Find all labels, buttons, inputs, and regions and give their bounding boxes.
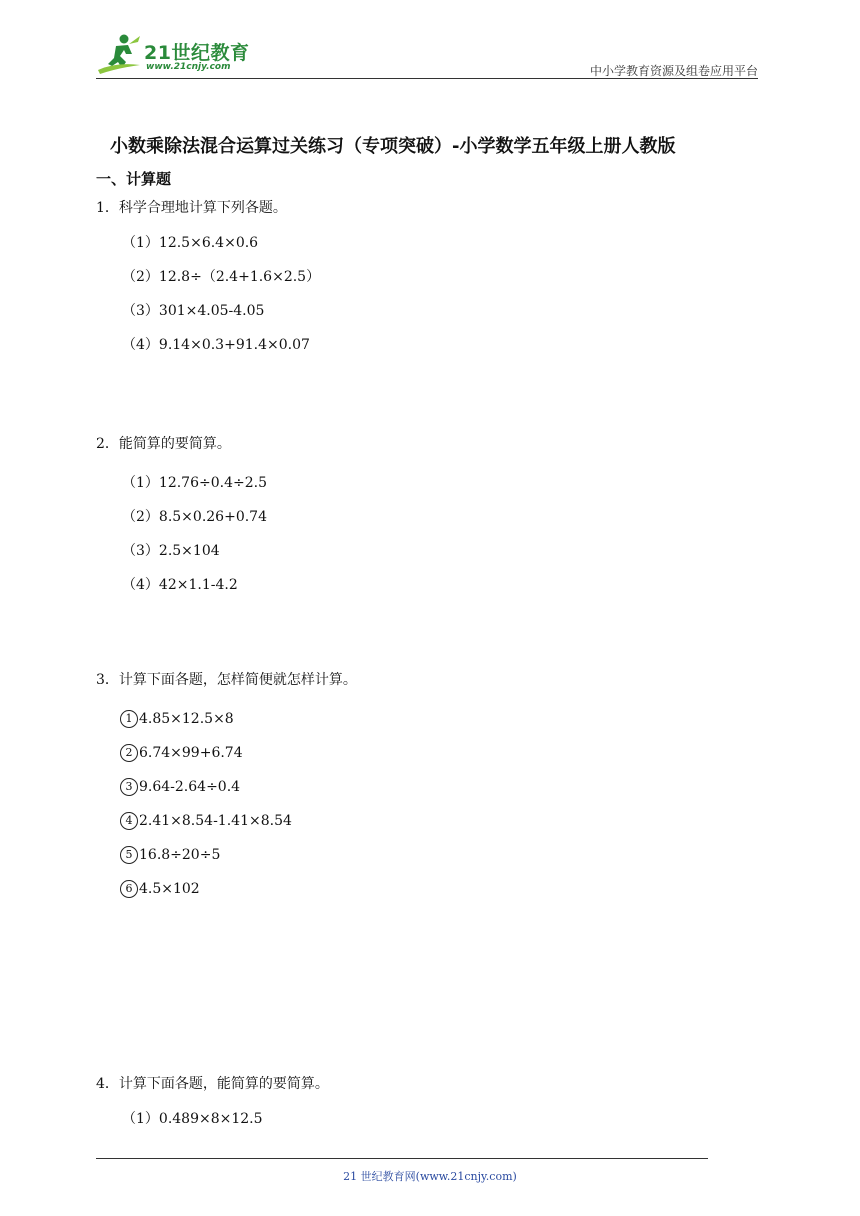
document-title: 小数乘除法混合运算过关练习（专项突破）-小学数学五年级上册人教版 xyxy=(110,136,676,157)
section-heading: 一、计算题 xyxy=(96,170,172,188)
problem-number: （4） xyxy=(122,337,159,353)
problem-number: （4） xyxy=(122,577,159,593)
problem-item xyxy=(122,466,756,500)
problem-item xyxy=(122,568,756,602)
header-divider xyxy=(96,78,758,79)
page-header xyxy=(96,32,758,78)
problem-item xyxy=(122,226,756,260)
problem-number: （3） xyxy=(122,543,159,559)
problem-item xyxy=(122,328,756,362)
problem-list xyxy=(96,702,756,906)
problem-list xyxy=(96,466,756,602)
circled-number: 4 xyxy=(120,812,138,830)
problem-expression: 301×4.05-4.05 xyxy=(158,303,265,319)
problem-expression: 12.8÷（2.4+1.6×2.5） xyxy=(158,269,321,285)
problem-item xyxy=(122,294,756,328)
circled-number: 2 xyxy=(120,744,138,762)
problem-number: （1） xyxy=(122,475,159,491)
footer-divider xyxy=(96,1158,708,1159)
circled-number: 1 xyxy=(120,710,138,728)
problem-number: （1） xyxy=(122,235,159,251)
question-prompt: 2．能简算的要简算。 xyxy=(96,436,231,452)
problem-expression: 6.74×99+6.74 xyxy=(139,745,243,761)
problem-item xyxy=(120,736,756,770)
problem-item xyxy=(120,702,756,736)
runner-logo-icon xyxy=(96,32,142,76)
question-2 xyxy=(96,432,756,602)
problem-item xyxy=(120,770,756,804)
problem-expression: 12.5×6.4×0.6 xyxy=(158,235,259,251)
question-prompt: 3．计算下面各题，怎样简便就怎样计算。 xyxy=(96,672,357,688)
problem-expression: 0.489×8×12.5 xyxy=(158,1111,263,1127)
question-3 xyxy=(96,668,756,906)
problem-item xyxy=(120,804,756,838)
problem-item xyxy=(122,500,756,534)
problem-number: （1） xyxy=(122,1111,159,1127)
problem-number: （3） xyxy=(122,303,159,319)
problem-item xyxy=(122,260,756,294)
problem-list xyxy=(96,226,756,362)
problem-number: （2） xyxy=(122,509,159,525)
circled-number: 3 xyxy=(120,778,138,796)
question-prompt: 1．科学合理地计算下列各题。 xyxy=(96,200,287,216)
problem-item xyxy=(120,872,756,906)
problem-list xyxy=(96,1102,756,1136)
question-1 xyxy=(96,196,756,362)
problem-expression: 4.5×102 xyxy=(139,881,200,897)
footer-link[interactable]: 21 世纪教育网(www.21cnjy.com) xyxy=(343,1170,517,1183)
question-4 xyxy=(96,1072,756,1136)
circled-number: 6 xyxy=(120,880,138,898)
question-prompt: 4．计算下面各题，能简算的要简算。 xyxy=(96,1076,329,1092)
problem-expression: 42×1.1-4.2 xyxy=(158,577,238,593)
problem-expression: 9.64-2.64÷0.4 xyxy=(139,779,241,795)
problem-expression: 4.85×12.5×8 xyxy=(139,711,234,727)
problem-item xyxy=(120,838,756,872)
problem-expression: 9.14×0.3+91.4×0.07 xyxy=(158,337,310,353)
logo-wordmark: 21世纪教育 xyxy=(144,42,250,64)
problem-expression: 2.41×8.54-1.41×8.54 xyxy=(139,813,292,829)
problem-item xyxy=(122,1102,756,1136)
site-logo[interactable] xyxy=(96,32,276,78)
problem-expression: 16.8÷20÷5 xyxy=(139,847,221,863)
problem-expression: 2.5×104 xyxy=(158,543,220,559)
logo-url: www.21cnjy.com xyxy=(146,62,231,72)
problem-expression: 8.5×0.26+0.74 xyxy=(158,509,267,525)
problem-number: （2） xyxy=(122,269,159,285)
problem-expression: 12.76÷0.4÷2.5 xyxy=(158,475,267,491)
platform-label: 中小学教育资源及组卷应用平台 xyxy=(589,64,758,78)
circled-number: 5 xyxy=(120,846,138,864)
problem-item xyxy=(122,534,756,568)
